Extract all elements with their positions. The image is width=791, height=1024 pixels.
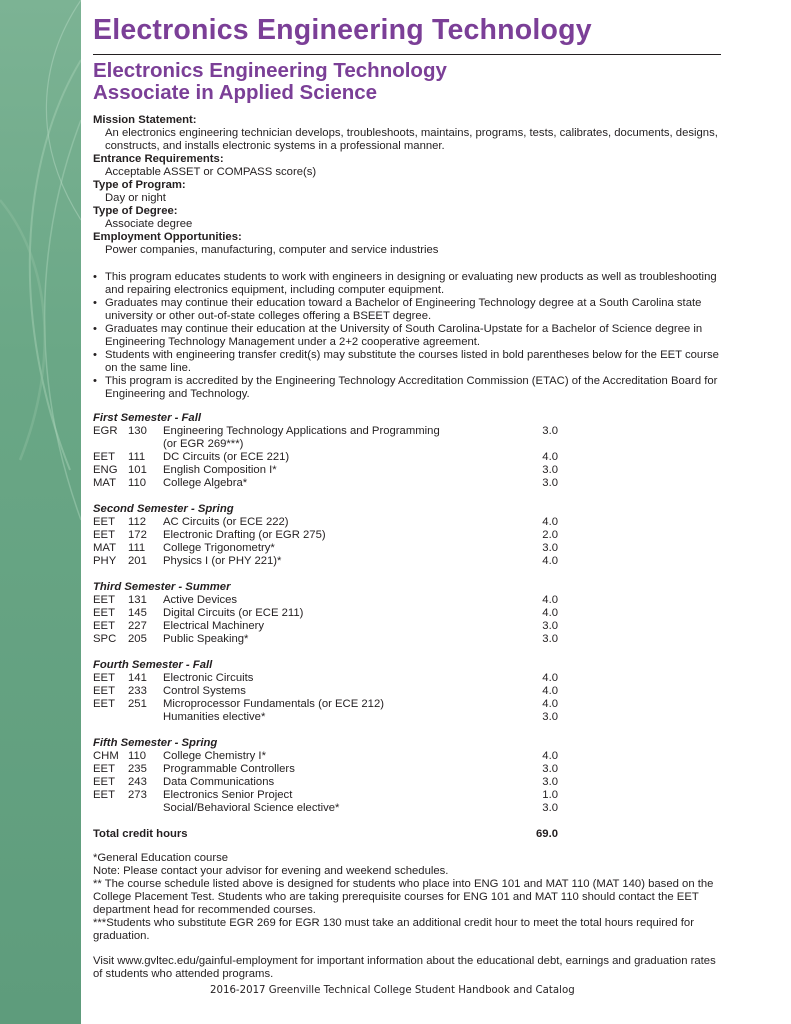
course-row xyxy=(93,633,563,646)
decorative-sidebar xyxy=(0,0,81,1024)
course-credits: 3.0 xyxy=(542,633,558,645)
course-row xyxy=(93,464,563,477)
course-dept: SPC xyxy=(93,633,117,645)
bullet-item: • This program is accredited by the Engineering Technology Accreditation Commission (ETAC) of the Accreditation Board for Engineering and Technology. xyxy=(93,375,718,400)
semester-title: Fifth Semester - Spring xyxy=(93,737,218,749)
semester-title: Third Semester - Summer xyxy=(93,581,231,593)
bullet-dot-icon: • xyxy=(93,375,97,387)
course-number: 227 xyxy=(128,620,147,632)
course-row xyxy=(93,711,563,724)
subtitle-line-2: Associate in Applied Science xyxy=(93,81,378,104)
course-name xyxy=(163,477,518,490)
course-row xyxy=(93,620,563,633)
course-name xyxy=(163,451,518,464)
course-credits: 4.0 xyxy=(542,516,558,528)
course-name xyxy=(163,750,518,763)
course-credits: 3.0 xyxy=(542,711,558,723)
course-number: 243 xyxy=(128,776,147,788)
course-name-alt: (or EGR 269***) xyxy=(163,438,244,450)
subtitle-line-1: Electronics Engineering Technology xyxy=(93,59,447,82)
course-name-text: College Chemistry I* xyxy=(163,750,266,762)
course-credits: 3.0 xyxy=(542,464,558,476)
course-credits: 3.0 xyxy=(542,477,558,489)
course-name-text: Electronics Senior Project xyxy=(163,789,293,801)
course-dept: PHY xyxy=(93,555,117,567)
footnote: *General Education course xyxy=(93,852,229,864)
course-row xyxy=(93,789,563,802)
course-dept xyxy=(93,802,128,815)
course-name-text: Social/Behavioral Science elective* xyxy=(163,802,340,814)
course-row xyxy=(93,451,563,464)
course-number: 131 xyxy=(128,594,147,606)
course-name-text: AC Circuits (or ECE 222) xyxy=(163,516,289,528)
semester-list xyxy=(93,412,563,815)
course-number: 233 xyxy=(128,685,147,697)
course-name-text: Control Systems xyxy=(163,685,246,697)
info-value: Associate degree xyxy=(105,218,193,230)
course-name xyxy=(163,594,518,607)
course-name xyxy=(163,685,518,698)
course-dept: EET xyxy=(93,698,115,710)
course-name xyxy=(163,542,518,555)
course-row xyxy=(93,802,563,815)
title-divider xyxy=(93,54,721,55)
course-number: 110 xyxy=(128,477,147,489)
course-row xyxy=(93,685,563,698)
info-value: An electronics engineering technician develops, troubleshoots, maintains, programs, tests, calibrates, documents, designs, constructs, and installs electronic systems in a professional manner. xyxy=(105,127,718,152)
info-value: Acceptable ASSET or COMPASS score(s) xyxy=(105,166,317,178)
course-number: 205 xyxy=(128,633,147,645)
course-number: 112 xyxy=(128,516,147,528)
course-name xyxy=(163,529,518,542)
course-name-text: English Composition I* xyxy=(163,464,277,476)
course-name xyxy=(163,607,518,620)
info-program-type xyxy=(93,179,723,205)
total-label: Total credit hours xyxy=(93,828,188,840)
course-dept: EET xyxy=(93,685,115,697)
course-name xyxy=(163,802,518,815)
gainful-employment-note: Visit www.gvltec.edu/gainful-employment for important information about the educational debt, earnings and graduation rates of students who attended programs. xyxy=(93,955,716,980)
course-name xyxy=(163,672,518,685)
course-credits: 3.0 xyxy=(542,776,558,788)
course-name-text: Public Speaking* xyxy=(163,633,249,645)
course-row xyxy=(93,477,563,490)
bullet-dot-icon: • xyxy=(93,271,97,283)
info-label: Type of Program: xyxy=(93,179,186,191)
course-number: 273 xyxy=(128,789,147,801)
course-dept: EET xyxy=(93,594,115,606)
bullet-item: • Graduates may continue their education toward a Bachelor of Engineering Technology degree at a South Carolina state university or other out-of-state colleges offering a BSEET degree. xyxy=(93,297,702,322)
course-number: 251 xyxy=(128,698,147,710)
course-number: 130 xyxy=(128,425,147,437)
course-dept: EET xyxy=(93,789,115,801)
course-name xyxy=(163,633,518,646)
course-name-text: Programmable Controllers xyxy=(163,763,295,775)
bullet-dot-icon: • xyxy=(93,323,97,335)
course-credits: 4.0 xyxy=(542,672,558,684)
course-number: 110 xyxy=(128,750,147,762)
course-credits: 4.0 xyxy=(542,750,558,762)
course-name-text: Digital Circuits (or ECE 211) xyxy=(163,607,304,619)
course-row xyxy=(93,516,563,529)
info-mission xyxy=(93,114,723,153)
course-dept: EET xyxy=(93,529,115,541)
course-credits: 1.0 xyxy=(542,789,558,801)
semester-block xyxy=(93,503,563,568)
course-credits: 4.0 xyxy=(542,555,558,567)
footnote: Note: Please contact your advisor for evening and weekend schedules. xyxy=(93,865,449,877)
course-dept: EET xyxy=(93,620,115,632)
bullet-item: • This program educates students to work with engineers in designing or evaluating new products as well as troubleshooting and repairing electronics equipment, including computer equipment. xyxy=(93,271,717,296)
course-name xyxy=(163,555,518,568)
course-row xyxy=(93,750,563,763)
footnote: ***Students who substitute EGR 269 for EGR 130 must take an additional credit hour to meet the total hours required for graduation. xyxy=(93,917,694,942)
course-name xyxy=(163,425,518,451)
course-dept: MAT xyxy=(93,477,117,489)
semester-block xyxy=(93,412,563,490)
course-credits: 3.0 xyxy=(542,620,558,632)
course-row xyxy=(93,529,563,542)
info-value: Day or night xyxy=(105,192,166,204)
course-row xyxy=(93,555,563,568)
course-number: 145 xyxy=(128,607,147,619)
course-credits: 4.0 xyxy=(542,698,558,710)
course-dept: EET xyxy=(93,672,115,684)
course-name xyxy=(163,698,518,711)
course-credits: 3.0 xyxy=(542,802,558,814)
page-title: Electronics Engineering Technology xyxy=(93,14,592,46)
course-credits: 3.0 xyxy=(542,425,558,437)
course-dept: EET xyxy=(93,763,115,775)
semester-block xyxy=(93,581,563,646)
course-dept: EGR xyxy=(93,425,118,437)
course-row xyxy=(93,763,563,776)
course-row xyxy=(93,425,563,451)
course-credits: 4.0 xyxy=(542,451,558,463)
course-dept: MAT xyxy=(93,542,117,554)
course-credits: 3.0 xyxy=(542,542,558,554)
info-entrance xyxy=(93,153,723,179)
bullet-dot-icon: • xyxy=(93,297,97,309)
course-dept: CHM xyxy=(93,750,119,762)
course-name-text: Engineering Technology Applications and Programming xyxy=(163,425,440,437)
course-name xyxy=(163,763,518,776)
semester-title: Second Semester - Spring xyxy=(93,503,234,515)
course-credits: 2.0 xyxy=(542,529,558,541)
info-label: Type of Degree: xyxy=(93,205,178,217)
course-number: 141 xyxy=(128,672,147,684)
course-number: 111 xyxy=(128,451,146,463)
course-name-text: Humanities elective* xyxy=(163,711,266,723)
course-credits: 4.0 xyxy=(542,607,558,619)
course-name xyxy=(163,789,518,802)
footnote: ** The course schedule listed above is designed for students who place into ENG 101 and MAT 110 (MAT 140) based on the College Placement Test. Students who are taking prerequisite courses for ENG 101 and MAT 110 should contact the EET department head for recommended courses. xyxy=(93,878,714,916)
course-number xyxy=(128,802,163,815)
course-name-text: College Algebra* xyxy=(163,477,248,489)
course-row xyxy=(93,672,563,685)
info-label: Employment Opportunities: xyxy=(93,231,242,243)
course-number: 172 xyxy=(128,529,147,541)
course-name xyxy=(163,620,518,633)
course-number xyxy=(128,711,163,724)
course-name-text: Electrical Machinery xyxy=(163,620,265,632)
course-name-text: Physics I (or PHY 221)* xyxy=(163,555,282,567)
course-credits: 4.0 xyxy=(542,594,558,606)
course-name xyxy=(163,516,518,529)
bullet-item: • Students with engineering transfer credit(s) may substitute the courses listed in bold parentheses below for the EET course on the same line. xyxy=(93,349,719,374)
course-number: 235 xyxy=(128,763,147,775)
info-employment xyxy=(93,231,723,257)
info-label: Entrance Requirements: xyxy=(93,153,224,165)
info-label: Mission Statement: xyxy=(93,114,197,126)
course-name-text: Data Communications xyxy=(163,776,275,788)
course-name-text: Active Devices xyxy=(163,594,238,606)
total-value: 69.0 xyxy=(536,828,558,840)
course-name xyxy=(163,464,518,477)
course-row xyxy=(93,542,563,555)
page-footer: 2016-2017 Greenville Technical College Student Handbook and Catalog xyxy=(210,985,575,996)
course-dept: EET xyxy=(93,451,115,463)
course-name-text: Electronic Circuits xyxy=(163,672,254,684)
course-name-text: Electronic Drafting (or EGR 275) xyxy=(163,529,326,541)
course-row xyxy=(93,607,563,620)
course-dept: EET xyxy=(93,516,115,528)
course-credits: 3.0 xyxy=(542,763,558,775)
bullet-dot-icon: • xyxy=(93,349,97,361)
course-name-text: Microprocessor Fundamentals (or ECE 212) xyxy=(163,698,385,710)
bullet-item: • Graduates may continue their education at the University of South Carolina-Upstate for a Bachelor of Science degree in Engineering Technology Management under a 2+2 cooperative agreement. xyxy=(93,323,703,348)
semester-title: First Semester - Fall xyxy=(93,412,201,424)
footnotes xyxy=(93,852,725,943)
course-name xyxy=(163,776,518,789)
program-info xyxy=(93,114,723,257)
total-credit-row xyxy=(93,828,563,841)
program-bullets xyxy=(93,271,725,401)
course-dept: ENG xyxy=(93,464,118,476)
course-dept xyxy=(93,711,128,724)
course-row xyxy=(93,594,563,607)
course-dept: EET xyxy=(93,607,115,619)
curriculum xyxy=(93,412,563,841)
course-credits: 4.0 xyxy=(542,685,558,697)
program-subtitle xyxy=(93,60,447,104)
sidebar-swirl-decoration xyxy=(0,0,81,1024)
course-dept: EET xyxy=(93,776,115,788)
course-number: 101 xyxy=(128,464,147,476)
semester-block xyxy=(93,659,563,724)
info-value: Power companies, manufacturing, computer and service industries xyxy=(105,244,439,256)
course-number: 201 xyxy=(128,555,147,567)
course-row xyxy=(93,698,563,711)
semester-block xyxy=(93,737,563,815)
semester-title: Fourth Semester - Fall xyxy=(93,659,213,671)
course-name-text: College Trigonometry* xyxy=(163,542,275,554)
course-name-text: DC Circuits (or ECE 221) xyxy=(163,451,290,463)
course-name xyxy=(163,711,518,724)
course-row xyxy=(93,776,563,789)
info-degree-type xyxy=(93,205,723,231)
course-number: 111 xyxy=(128,542,146,554)
